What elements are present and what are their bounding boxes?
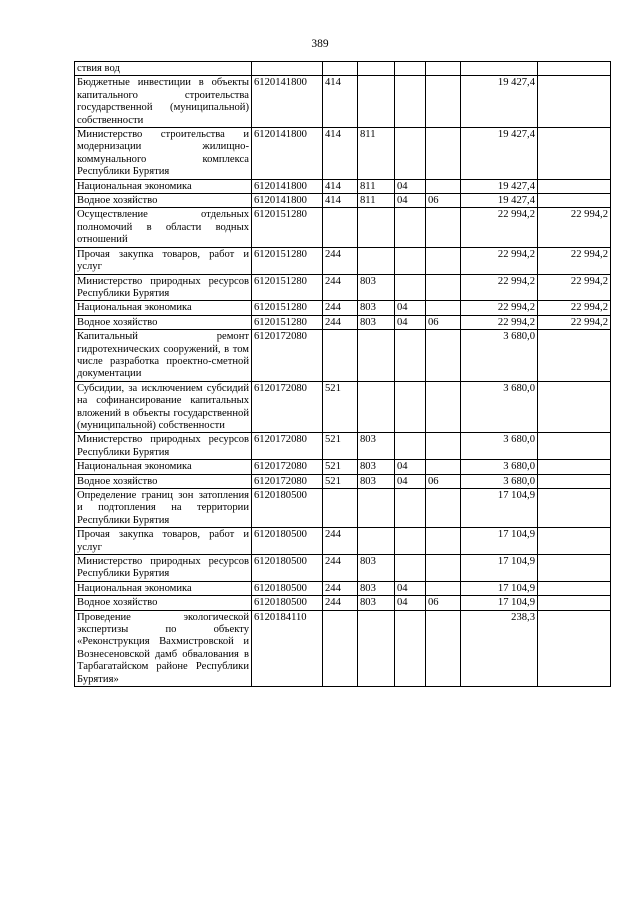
ministry-code-cell xyxy=(358,528,395,555)
ministry-code-cell xyxy=(358,208,395,247)
expense-type-cell xyxy=(323,489,358,528)
table-row xyxy=(75,474,611,488)
row-name-cell: Министерство природных ресурсов Республики Бурятия xyxy=(75,555,252,582)
row-name-cell: Национальная экономика xyxy=(75,581,252,595)
target-code-cell: 6120151280 xyxy=(252,301,323,315)
target-code-cell: 6120151280 xyxy=(252,315,323,329)
table-row xyxy=(75,274,611,301)
target-code-cell: 6120180500 xyxy=(252,555,323,582)
table-row xyxy=(75,208,611,247)
amount-year1-cell: 19 427,4 xyxy=(461,179,538,193)
subsection-cell xyxy=(426,460,461,474)
subsection-cell xyxy=(426,528,461,555)
amount-year2-cell: 22 994,2 xyxy=(538,315,611,329)
amount-year2-cell xyxy=(538,62,611,76)
ministry-code-cell: 803 xyxy=(358,433,395,460)
subsection-cell xyxy=(426,330,461,382)
expense-type-cell: 244 xyxy=(323,596,358,610)
amount-year2-cell xyxy=(538,489,611,528)
table-row xyxy=(75,179,611,193)
ministry-code-cell: 803 xyxy=(358,301,395,315)
amount-year1-cell: 19 427,4 xyxy=(461,128,538,180)
row-name-cell: Водное хозяйство xyxy=(75,474,252,488)
row-name-cell: Субсидии, за исключением субсидий на софинансирование капитальных вложений в объекты государственной (муниципальной) собственности xyxy=(75,381,252,433)
section-cell xyxy=(395,381,426,433)
row-name-cell: Определение границ зон затопления и подтопления на территории Республики Бурятия xyxy=(75,489,252,528)
expense-type-cell: 244 xyxy=(323,301,358,315)
amount-year2-cell xyxy=(538,179,611,193)
expense-type-cell: 244 xyxy=(323,555,358,582)
ministry-code-cell xyxy=(358,610,395,686)
expense-type-cell: 414 xyxy=(323,76,358,128)
ministry-code-cell xyxy=(358,62,395,76)
amount-year1-cell: 22 994,2 xyxy=(461,315,538,329)
table-row xyxy=(75,381,611,433)
ministry-code-cell: 803 xyxy=(358,596,395,610)
row-name-cell: Министерство природных ресурсов Республики Бурятия xyxy=(75,433,252,460)
ministry-code-cell: 803 xyxy=(358,460,395,474)
section-cell xyxy=(395,62,426,76)
page-number: 389 xyxy=(311,38,329,50)
subsection-cell xyxy=(426,301,461,315)
budget-table xyxy=(74,61,611,687)
amount-year2-cell xyxy=(538,596,611,610)
target-code-cell: 6120172080 xyxy=(252,381,323,433)
amount-year1-cell: 17 104,9 xyxy=(461,489,538,528)
subsection-cell xyxy=(426,433,461,460)
table-row xyxy=(75,610,611,686)
table-row xyxy=(75,581,611,595)
ministry-code-cell xyxy=(358,489,395,528)
row-name-cell: Министерство строительства и модернизации жилищно-коммунального комплекса Республики Бурятия xyxy=(75,128,252,180)
amount-year2-cell xyxy=(538,194,611,208)
amount-year2-cell: 22 994,2 xyxy=(538,208,611,247)
section-cell: 04 xyxy=(395,315,426,329)
subsection-cell xyxy=(426,489,461,528)
target-code-cell: 6120180500 xyxy=(252,581,323,595)
budget-table-body xyxy=(75,62,611,687)
target-code-cell: 6120151280 xyxy=(252,208,323,247)
target-code-cell: 6120180500 xyxy=(252,489,323,528)
amount-year1-cell: 3 680,0 xyxy=(461,433,538,460)
target-code-cell: 6120141800 xyxy=(252,128,323,180)
table-row xyxy=(75,460,611,474)
row-name-cell: Национальная экономика xyxy=(75,179,252,193)
ministry-code-cell: 811 xyxy=(358,179,395,193)
expense-type-cell: 244 xyxy=(323,247,358,274)
row-name-cell: Национальная экономика xyxy=(75,460,252,474)
section-cell xyxy=(395,128,426,180)
target-code-cell: 6120151280 xyxy=(252,274,323,301)
table-row xyxy=(75,433,611,460)
section-cell: 04 xyxy=(395,581,426,595)
section-cell xyxy=(395,433,426,460)
section-cell: 04 xyxy=(395,301,426,315)
amount-year1-cell: 238,3 xyxy=(461,610,538,686)
subsection-cell xyxy=(426,247,461,274)
ministry-code-cell: 803 xyxy=(358,274,395,301)
subsection-cell xyxy=(426,208,461,247)
row-name-cell: Водное хозяйство xyxy=(75,596,252,610)
subsection-cell xyxy=(426,581,461,595)
ministry-code-cell xyxy=(358,330,395,382)
row-name-cell: Водное хозяйство xyxy=(75,315,252,329)
expense-type-cell xyxy=(323,62,358,76)
row-name-cell: Осуществление отдельных полномочий в области водных отношений xyxy=(75,208,252,247)
section-cell: 04 xyxy=(395,179,426,193)
amount-year1-cell: 17 104,9 xyxy=(461,528,538,555)
expense-type-cell xyxy=(323,330,358,382)
ministry-code-cell: 803 xyxy=(358,581,395,595)
amount-year1-cell: 17 104,9 xyxy=(461,555,538,582)
amount-year2-cell xyxy=(538,330,611,382)
target-code-cell: 6120141800 xyxy=(252,194,323,208)
section-cell xyxy=(395,274,426,301)
target-code-cell: 6120184110 xyxy=(252,610,323,686)
amount-year1-cell: 3 680,0 xyxy=(461,460,538,474)
subsection-cell: 06 xyxy=(426,474,461,488)
subsection-cell: 06 xyxy=(426,596,461,610)
table-row xyxy=(75,247,611,274)
expense-type-cell: 244 xyxy=(323,315,358,329)
section-cell: 04 xyxy=(395,596,426,610)
section-cell xyxy=(395,610,426,686)
expense-type-cell: 521 xyxy=(323,381,358,433)
amount-year2-cell xyxy=(538,460,611,474)
amount-year1-cell: 3 680,0 xyxy=(461,381,538,433)
amount-year2-cell xyxy=(538,555,611,582)
target-code-cell: 6120172080 xyxy=(252,433,323,460)
subsection-cell xyxy=(426,179,461,193)
section-cell: 04 xyxy=(395,474,426,488)
expense-type-cell: 244 xyxy=(323,581,358,595)
table-row xyxy=(75,128,611,180)
amount-year2-cell: 22 994,2 xyxy=(538,301,611,315)
target-code-cell: 6120141800 xyxy=(252,76,323,128)
ministry-code-cell: 811 xyxy=(358,128,395,180)
subsection-cell: 06 xyxy=(426,194,461,208)
section-cell: 04 xyxy=(395,194,426,208)
table-row xyxy=(75,596,611,610)
row-name-cell: Водное хозяйство xyxy=(75,194,252,208)
ministry-code-cell xyxy=(358,247,395,274)
ministry-code-cell: 803 xyxy=(358,315,395,329)
target-code-cell: 6120172080 xyxy=(252,460,323,474)
subsection-cell xyxy=(426,62,461,76)
subsection-cell xyxy=(426,128,461,180)
amount-year2-cell xyxy=(538,528,611,555)
subsection-cell: 06 xyxy=(426,315,461,329)
target-code-cell: 6120172080 xyxy=(252,474,323,488)
table-row xyxy=(75,76,611,128)
row-name-cell: Бюджетные инвестиции в объекты капитального строительства государственной (муниципальной) собственности xyxy=(75,76,252,128)
ministry-code-cell xyxy=(358,381,395,433)
expense-type-cell: 521 xyxy=(323,433,358,460)
row-name-cell: Национальная экономика xyxy=(75,301,252,315)
table-row xyxy=(75,555,611,582)
amount-year2-cell xyxy=(538,76,611,128)
amount-year1-cell: 22 994,2 xyxy=(461,208,538,247)
amount-year1-cell: 22 994,2 xyxy=(461,247,538,274)
subsection-cell xyxy=(426,76,461,128)
amount-year2-cell: 22 994,2 xyxy=(538,274,611,301)
table-row xyxy=(75,62,611,76)
expense-type-cell: 414 xyxy=(323,179,358,193)
amount-year2-cell xyxy=(538,610,611,686)
amount-year2-cell xyxy=(538,474,611,488)
subsection-cell xyxy=(426,274,461,301)
table-row xyxy=(75,194,611,208)
target-code-cell: 6120151280 xyxy=(252,247,323,274)
expense-type-cell xyxy=(323,208,358,247)
row-name-cell: ствия вод xyxy=(75,62,252,76)
target-code-cell: 6120180500 xyxy=(252,596,323,610)
target-code-cell: 6120141800 xyxy=(252,179,323,193)
expense-type-cell: 244 xyxy=(323,528,358,555)
section-cell xyxy=(395,528,426,555)
expense-type-cell: 414 xyxy=(323,128,358,180)
subsection-cell xyxy=(426,381,461,433)
section-cell xyxy=(395,555,426,582)
table-row xyxy=(75,315,611,329)
amount-year2-cell xyxy=(538,433,611,460)
row-name-cell: Капитальный ремонт гидротехнических сооружений, в том числе разработка проектно-сметной документации xyxy=(75,330,252,382)
amount-year1-cell xyxy=(461,62,538,76)
row-name-cell: Прочая закупка товаров, работ и услуг xyxy=(75,528,252,555)
section-cell xyxy=(395,330,426,382)
subsection-cell xyxy=(426,555,461,582)
amount-year1-cell: 17 104,9 xyxy=(461,596,538,610)
amount-year1-cell: 3 680,0 xyxy=(461,474,538,488)
target-code-cell xyxy=(252,62,323,76)
amount-year1-cell: 19 427,4 xyxy=(461,194,538,208)
table-row xyxy=(75,301,611,315)
section-cell xyxy=(395,489,426,528)
row-name-cell: Министерство природных ресурсов Республики Бурятия xyxy=(75,274,252,301)
expense-type-cell: 521 xyxy=(323,460,358,474)
expense-type-cell: 521 xyxy=(323,474,358,488)
section-cell xyxy=(395,76,426,128)
table-row xyxy=(75,489,611,528)
ministry-code-cell: 811 xyxy=(358,194,395,208)
row-name-cell: Прочая закупка товаров, работ и услуг xyxy=(75,247,252,274)
expense-type-cell: 244 xyxy=(323,274,358,301)
section-cell: 04 xyxy=(395,460,426,474)
row-name-cell: Проведение экологической экспертизы по объекту «Реконструкция Вахмистровской и Вознесеновской дамб обвалования в Тарбагатайском районе Республики Бурятия» xyxy=(75,610,252,686)
amount-year1-cell: 22 994,2 xyxy=(461,274,538,301)
ministry-code-cell xyxy=(358,76,395,128)
amount-year2-cell xyxy=(538,381,611,433)
section-cell xyxy=(395,247,426,274)
amount-year2-cell: 22 994,2 xyxy=(538,247,611,274)
table-row xyxy=(75,528,611,555)
amount-year1-cell: 19 427,4 xyxy=(461,76,538,128)
expense-type-cell xyxy=(323,610,358,686)
amount-year2-cell xyxy=(538,128,611,180)
ministry-code-cell: 803 xyxy=(358,474,395,488)
amount-year1-cell: 3 680,0 xyxy=(461,330,538,382)
table-row xyxy=(75,330,611,382)
amount-year2-cell xyxy=(538,581,611,595)
section-cell xyxy=(395,208,426,247)
target-code-cell: 6120172080 xyxy=(252,330,323,382)
subsection-cell xyxy=(426,610,461,686)
target-code-cell: 6120180500 xyxy=(252,528,323,555)
amount-year1-cell: 17 104,9 xyxy=(461,581,538,595)
expense-type-cell: 414 xyxy=(323,194,358,208)
ministry-code-cell: 803 xyxy=(358,555,395,582)
amount-year1-cell: 22 994,2 xyxy=(461,301,538,315)
